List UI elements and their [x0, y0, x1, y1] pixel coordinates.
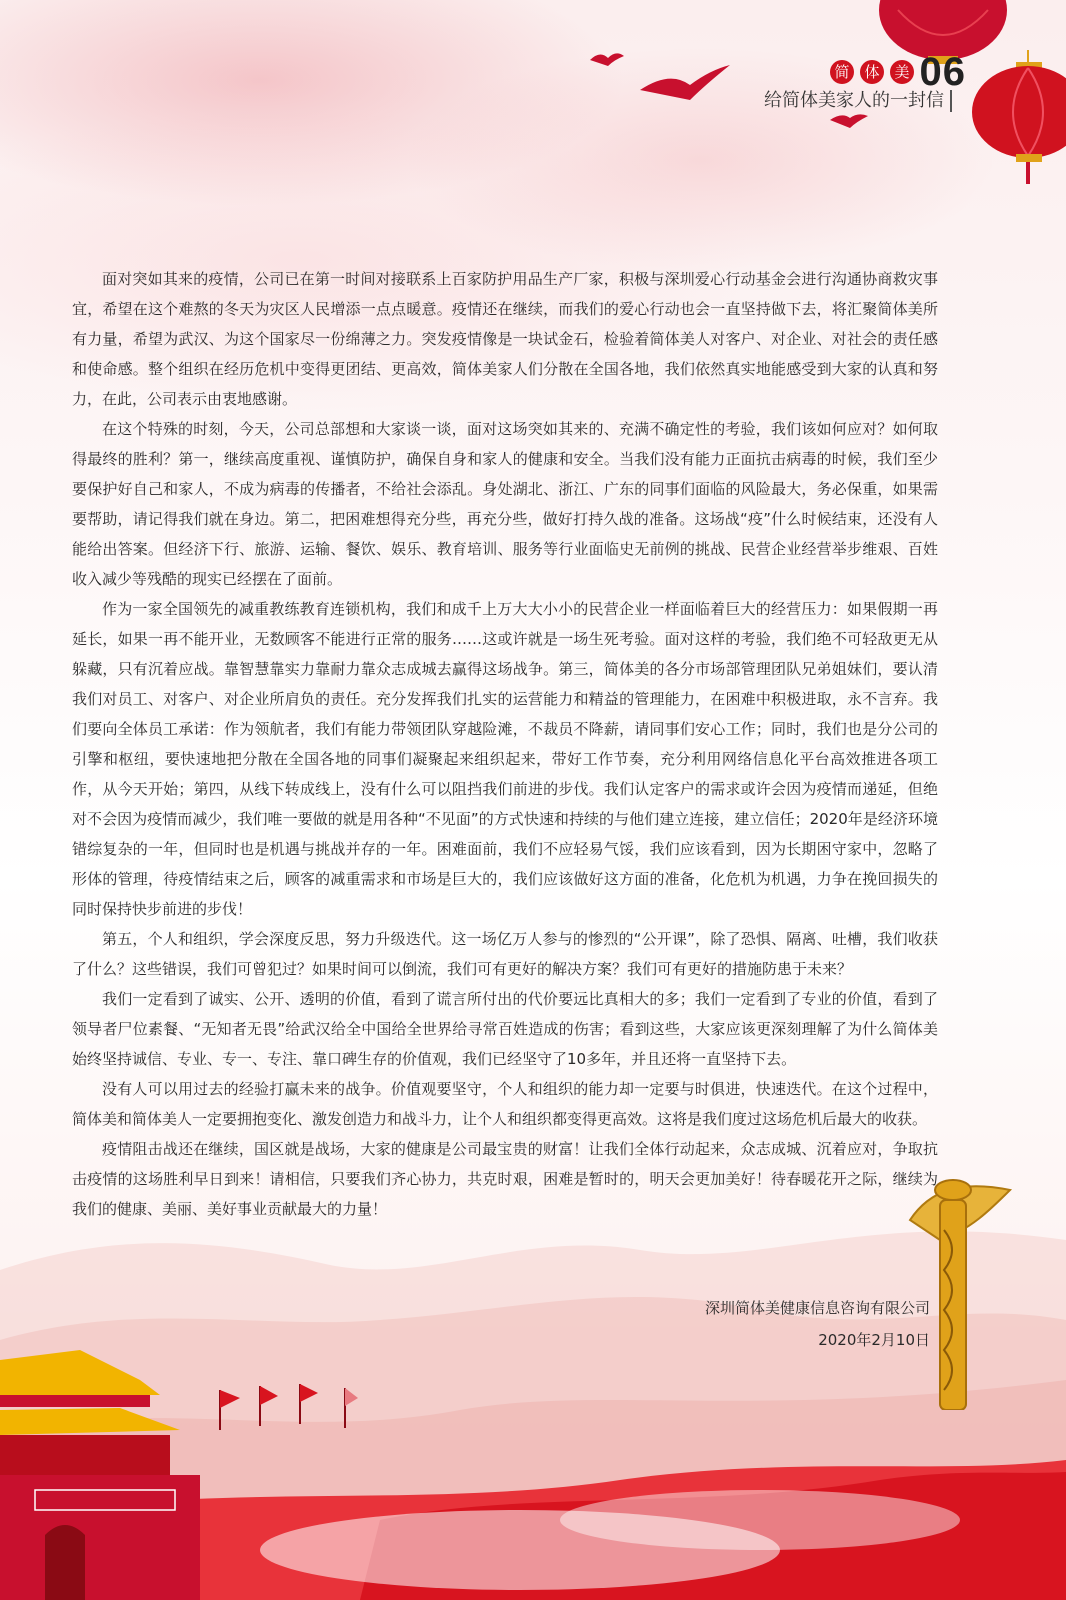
- brand-mark: [830, 60, 914, 84]
- paragraph: 面对突如其来的疫情，公司已在第一时间对接联系上百家防护用品生产厂家，积极与深圳爱心行动基金会进行沟通协商救灾事宜，希望在这个难熬的冬天为灾区人民增添一点点暖意。疫情还在继续，而我们的爱心行动也会一直坚持做下去，将汇聚简体美所有力量，希望为武汉、为这个国家尽一份绵薄之力。突发疫情像是一块试金石，检验着简体美人对客户、对企业、对社会的责任感和使命感。整个组织在经历危机中变得更团结、更高效，简体美家人们分散在全国各地，我们依然真实地能感受到大家的认真和努力，在此，公司表示由衷地感谢。: [72, 270, 938, 408]
- signature-block: [705, 1292, 930, 1356]
- page-subtitle: 给简体美家人的一封信: [764, 90, 952, 112]
- paragraph: 疫情阻击战还在继续，国区就是战场，大家的健康是公司最宝贵的财富！让我们全体行动起来，众志成城、沉着应对，争取抗击疫情的这场胜利早日到来！请相信，只要我们齐心协力，共克时艰，困难是暂时的，明天会更加美好！待春暖花开之际，继续为我们的健康、美丽、美好事业贡献最大的力量！: [72, 1140, 938, 1218]
- page-header: [546, 50, 966, 116]
- company-name: 深圳简体美健康信息咨询有限公司: [704, 1299, 930, 1317]
- page-number: 06: [919, 50, 966, 94]
- letter-body: [72, 264, 938, 1224]
- flags-decoration: [200, 1380, 370, 1440]
- lantern-right-icon: [968, 50, 1066, 190]
- brand-char: 体: [860, 60, 884, 84]
- brand-char: 简: [830, 60, 854, 84]
- paragraph: 没有人可以用过去的经验打赢未来的战争。价值观要坚守，个人和组织的能力却一定要与时俱进，快速迭代。在这个过程中，简体美和简体美人一定要拥抱变化、激发创造力和战斗力，让个人和组织都变得更高效。这将是我们度过这场危机后最大的收获。: [72, 1080, 938, 1128]
- brand-char: 美: [890, 60, 914, 84]
- letter-date: 2020年2月10日: [818, 1331, 930, 1349]
- paragraph: 我们一定看到了诚实、公开、透明的价值，看到了谎言所付出的代价要远比真相大的多；我们一定看到了专业的价值，看到了领导者尸位素餐、“无知者无畏”给武汉给全中国给全世界给寻常百姓造成的伤害；看到这些，大家应该更深刻理解了为什么简体美始终坚持诚信、专业、专一、专注、靠口碑生存的价值观，我们已经坚守了10多年，并且还将一直坚持下去。: [72, 990, 938, 1068]
- paragraph: 作为一家全国领先的减重教练教育连锁机构，我们和成千上万大大小小的民营企业一样面临着巨大的经营压力：如果假期一再延长，如果一再不能开业，无数顾客不能进行正常的服务……这或许就是一场生死考验。面对这样的考验，我们绝不可轻敌更无从躲藏，只有沉着应战。靠智慧靠实力靠耐力靠众志成城去赢得这场战争。第三，简体美的各分市场部管理团队兄弟姐妹们，要认清我们对员工、对客户、对企业所肩负的责任。充分发挥我们扎实的运营能力和精益的管理能力，在困难中积极进取，永不言弃。我们要向全体员工承诺：作为领航者，我们有能力带领团队穿越险滩，不裁员不降薪，请同事们安心工作；同时，我们也是分公司的引擎和枢纽，要快速地把分散在全国各地的同事们凝聚起来组织起来，带好工作节奏，充分利用网络信息化平台高效推进各项工作，从今天开始；第四，从线下转成线上，没有什么可以阻挡我们前进的步伐。我们认定客户的需求或许会因为疫情而递延，但绝对不会因为疫情而减少，我们唯一要做的就是用各种“不见面”的方式快速和持续的与他们建立连接，建立信任；2020年是经济环境错综复杂的一年，但同时也是机遇与挑战并存的一年。困难面前，我们不应轻易气馁，我们应该看到，因为长期困守家中，忽略了形体的管理，待疫情结束之后，顾客的减重需求和市场是巨大的，我们应该做好这方面的准备，化危机为机遇，力争在挽回损失的同时保持快步前进的步伐！: [72, 600, 938, 918]
- gate-tower-decoration: [0, 1320, 200, 1600]
- paragraph: 第五，个人和组织，学会深度反思，努力升级迭代。这一场亿万人参与的惨烈的“公开课”，除了恐惧、隔离、吐槽，我们收获了什么？这些错误，我们可曾犯过？如果时间可以倒流，我们可有更好的解决方案？我们可有更好的措施防患于未来？: [72, 930, 938, 978]
- paragraph: 在这个特殊的时刻，今天，公司总部想和大家谈一谈，面对这场突如其来的、充满不确定性的考验，我们该如何应对？如何取得最终的胜利？第一，继续高度重视、谨慎防护，确保自身和家人的健康和安全。当我们没有能力正面抗击病毒的时候，我们至少要保护好自己和家人，不成为病毒的传播者，不给社会添乱。身处湖北、浙江、广东的同事们面临的风险最大，务必保重，如果需要帮助，请记得我们就在身边。第二，把困难想得充分些，再充分些，做好打持久战的准备。这场战“疫”什么时候结束，还没有人能给出答案。但经济下行、旅游、运输、餐饮、娱乐、教育培训、服务等行业面临史无前例的挑战、民营企业经营举步维艰、百姓收入减少等残酷的现实已经摆在了面前。: [72, 420, 938, 588]
